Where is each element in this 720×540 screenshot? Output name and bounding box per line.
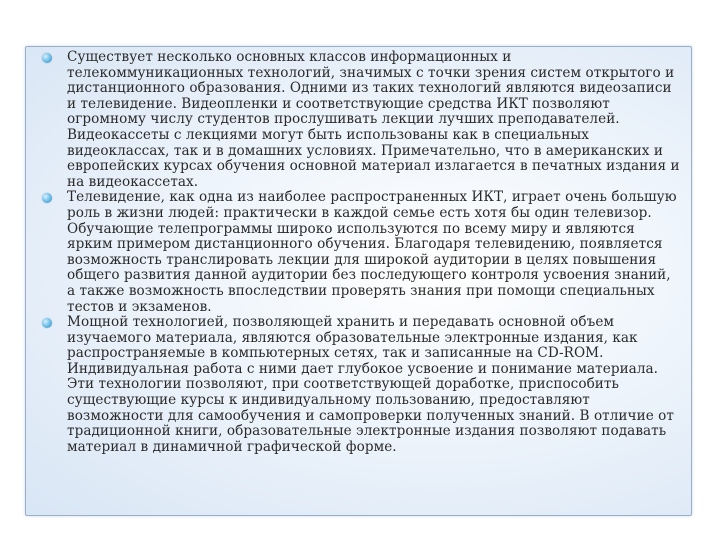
bullet-text: Мощной технологией, позволяющей хранить и передавать основной объем изучаемого материала, являются образовательные электронные издания, как распространяемые в компьютерных сетях, так и записанные на CD-ROM. Индивидуальная работа с ними дает глубокое усвоение и понимание материала. Эти технологии позволяют, при соответствующей доработке, приспособить существующие курсы к индивидуальному пользованию, предоставляют возможности для самообучения и самопроверки полученных знаний. В отличие от традиционной книги, образовательные электронные издания позволяют подавать материал в динамичной графической форме. (67, 314, 674, 455)
bullet-list (40, 50, 681, 455)
round-bullet-icon (42, 193, 52, 203)
bullet-item (40, 190, 681, 315)
bullet-item (40, 315, 681, 455)
bullet-text: Существует несколько основных классов информационных и телекоммуникационных технологий, значимых с точки зрения систем открытого и дистанционного образования. Одними из таких технологий являются видеозаписи и телевидение. Видеопленки и соответствующие средства ИКТ позволяют огромному числу студентов прослушивать лекции лучших преподавателей. Видеокассеты с лекциями могут быть использованы как в специальных видеоклассах, так и в домашних условиях. Примечательно, что в американских и европейских курсах обучения основной материал излагается в печатных издания и на видеокассетах. (67, 49, 680, 190)
bullet-item (40, 50, 681, 190)
content-panel (25, 46, 692, 516)
round-bullet-icon (42, 318, 52, 328)
bullet-text: Телевидение, как одна из наиболее распространенных ИКТ, играет очень большую роль в жизни людей: практически в каждой семье есть хотя бы один телевизор. Обучающие телепрограммы широко используются по всему миру и являются ярким примером дистанционного обучения. Благодаря телевидению, появляется возможность транслировать лекции для широкой аудитории в целях повышения общего развития данной аудитории без последующего контроля усвоения знаний, а также возможность впоследствии проверять знания при помощи специальных тестов и экзаменов. (67, 189, 677, 315)
round-bullet-icon (42, 53, 52, 63)
